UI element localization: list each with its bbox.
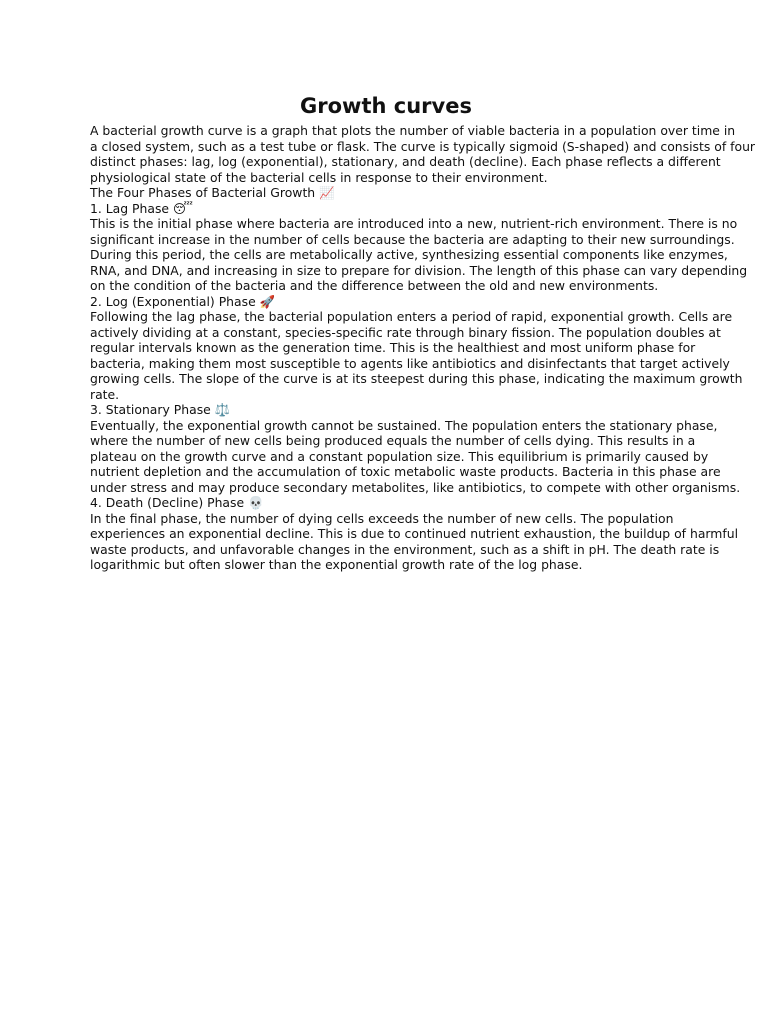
lag-line: This is the initial phase where bacteria are introduced into a new, nutrient-rich environment. There is no [90, 216, 738, 231]
death-phase-paragraph [90, 510, 739, 573]
intro-paragraph [90, 123, 756, 185]
intro-line: distinct phases: lag, log (exponential), stationary, and death (decline). Each phase reflects a different [90, 154, 721, 169]
lag-line: RNA, and DNA, and increasing in size to prepare for division. The length of this phase can vary depending [90, 262, 748, 278]
stationary-line: nutrient depletion and the accumulation of toxic metabolic waste products. Bacteria in this phase are [90, 464, 721, 479]
death-line: waste products, and unfavorable changes in the environment, such as a shift in pH. The death rate is [90, 541, 720, 557]
stationary-phase-heading: 3. Stationary Phase ⚖️ [90, 402, 231, 417]
document-page [90, 93, 756, 573]
death-line: In the final phase, the number of dying cells exceeds the number of new cells. The population [90, 510, 674, 526]
log-phase-heading: 2. Log (Exponential) Phase 🚀 [90, 293, 276, 309]
death-line: experiences an exponential decline. This is due to continued nutrient exhaustion, the buildup of harmful [90, 526, 739, 541]
phases-heading: The Four Phases of Bacterial Growth 📈 [90, 185, 335, 200]
log-line: growing cells. The slope of the curve is at its steepest during this phase, indicating the maximum growth [90, 371, 743, 386]
log-line: actively dividing at a constant, species-specific rate through binary fission. The population doubles at [90, 324, 721, 340]
document-title: Growth curves [300, 94, 472, 118]
lag-line: During this period, the cells are metabolically active, synthesizing essential components like enzymes, [90, 247, 728, 262]
death-phase-heading: 4. Death (Decline) Phase 💀 [90, 495, 264, 510]
intro-line: a closed system, such as a test tube or flask. The curve is typically sigmoid (S-shaped) and consists of four [90, 138, 756, 154]
log-line: Following the lag phase, the bacterial population enters a period of rapid, exponential growth. Cells are [90, 309, 733, 324]
intro-line: A bacterial growth curve is a graph that plots the number of viable bacteria in a population over time in [90, 123, 736, 138]
lag-line: on the condition of the bacteria and the difference between the old and new environments. [90, 278, 659, 293]
log-line: bacteria, making them most susceptible to agents like antibiotics and disinfectants that target actively [90, 355, 730, 371]
log-line: rate. [90, 386, 120, 402]
log-line: regular intervals known as the generation time. This is the healthiest and most uniform phase for [90, 340, 696, 355]
stationary-line: plateau on the growth curve and a constant population size. This equilibrium is primarily caused by [90, 448, 709, 464]
death-line: logarithmic but often slower than the exponential growth rate of the log phase. [90, 557, 583, 572]
lag-phase-heading: 1. Lag Phase 😴 [90, 200, 193, 216]
intro-line: physiological state of the bacterial cells in response to their environment. [90, 169, 548, 185]
lag-line: significant increase in the number of cells because the bacteria are adapting to their new surroundings. [90, 231, 735, 247]
lag-phase-paragraph [90, 216, 748, 294]
stationary-line: Eventually, the exponential growth cannot be sustained. The population enters the stationary phase, [90, 417, 718, 433]
stationary-line: where the number of new cells being produced equals the number of cells dying. This results in a [90, 433, 696, 448]
stationary-line: under stress and may produce secondary metabolites, like antibiotics, to compete with other organisms. [90, 479, 741, 495]
log-phase-paragraph [90, 309, 743, 402]
stationary-phase-paragraph [90, 417, 741, 496]
